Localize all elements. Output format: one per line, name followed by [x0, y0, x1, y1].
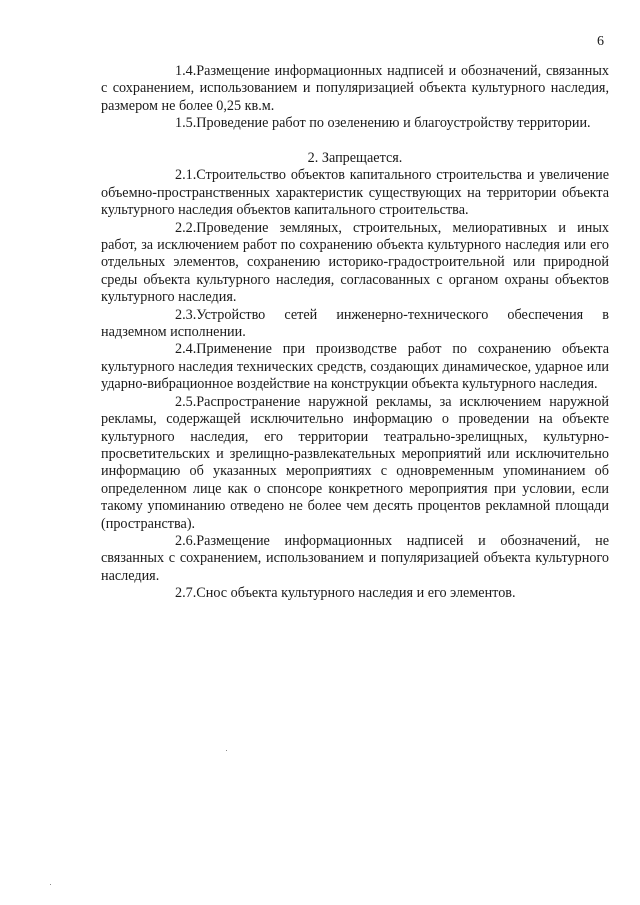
clause-number: 1.5. — [175, 115, 197, 132]
clause-number: 2.6. — [175, 532, 197, 549]
clause-2-1 — [101, 167, 609, 219]
clause-number: 2.1. — [175, 167, 197, 184]
clause-text: Применение при производстве работ по сохранению объекта культурного наследия технических средств, создающих динамическое, ударное или ударно-вибрационное воздействие на конструкции объекта культурного наследия. — [101, 341, 609, 393]
clause-number: 2.5. — [175, 393, 197, 410]
clause-number: 2.4. — [175, 341, 197, 358]
clause-2-3 — [101, 307, 609, 342]
page-number: 6 — [597, 34, 604, 49]
clause-2-5 — [101, 394, 609, 533]
clause-1-5 — [101, 115, 609, 132]
clause-number: 1.4. — [175, 63, 197, 79]
section-heading: 2. Запрещается. — [307, 150, 403, 167]
clause-1-4 — [101, 63, 609, 115]
clause-number: 2.2. — [175, 219, 197, 236]
scan-speck — [50, 884, 51, 885]
clause-2-7 — [101, 585, 609, 602]
clause-text: Снос объекта культурного наследия и его элементов. — [196, 585, 516, 602]
document-body — [101, 63, 609, 603]
clause-2-6 — [101, 533, 609, 585]
scan-speck — [226, 750, 227, 751]
clause-text: Строительство объектов капитального строительства и увеличение объемно-пространственных характеристик существующих на территории объекта культурного наследия объектов капитального строительства. — [101, 167, 609, 219]
clause-text: Проведение работ по озеленению и благоустройству территории. — [196, 115, 591, 132]
clause-text: Размещение информационных надписей и обозначений, связанных с сохранением, использованием и популяризацией объекта культурного наследия, размером не более 0,25 кв.м. — [101, 63, 609, 114]
clause-number: 2.3. — [175, 306, 197, 323]
clause-2-4 — [101, 341, 609, 393]
clause-text: Размещение информационных надписей и обозначений, не связанных с сохранением, использованием и популяризацией объекта культурного наследия. — [101, 532, 609, 584]
clause-text: Распространение наружной рекламы, за исключением наружной рекламы, содержащей исключительно информацию о проведении на объекте культурного наследия, его территории театрально-зрелищных, культурно-просветительских и зрелищно-развлекательных мероприятий или исключительно информацию об указанных мероприятиях с одновременным упоминанием об определенном лице как о спонсоре конкретного мероприятия при условии, если такому упоминанию отведено не более чем десять процентов рекламной площади (пространства). — [101, 393, 609, 532]
clause-text: Проведение земляных, строительных, мелиоративных и иных работ, за исключением работ по сохранению объекта культурного наследия или его отдельных элементов, сохранению историко-градостроительной или природной среды объекта культурного наследия, согласованных с органом охраны объектов культурного наследия. — [101, 219, 609, 306]
clause-text: Устройство сетей инженерно-технического обеспечения в надземном исполнении. — [101, 306, 609, 341]
clause-2-2 — [101, 220, 609, 307]
clause-number: 2.7. — [175, 585, 197, 602]
